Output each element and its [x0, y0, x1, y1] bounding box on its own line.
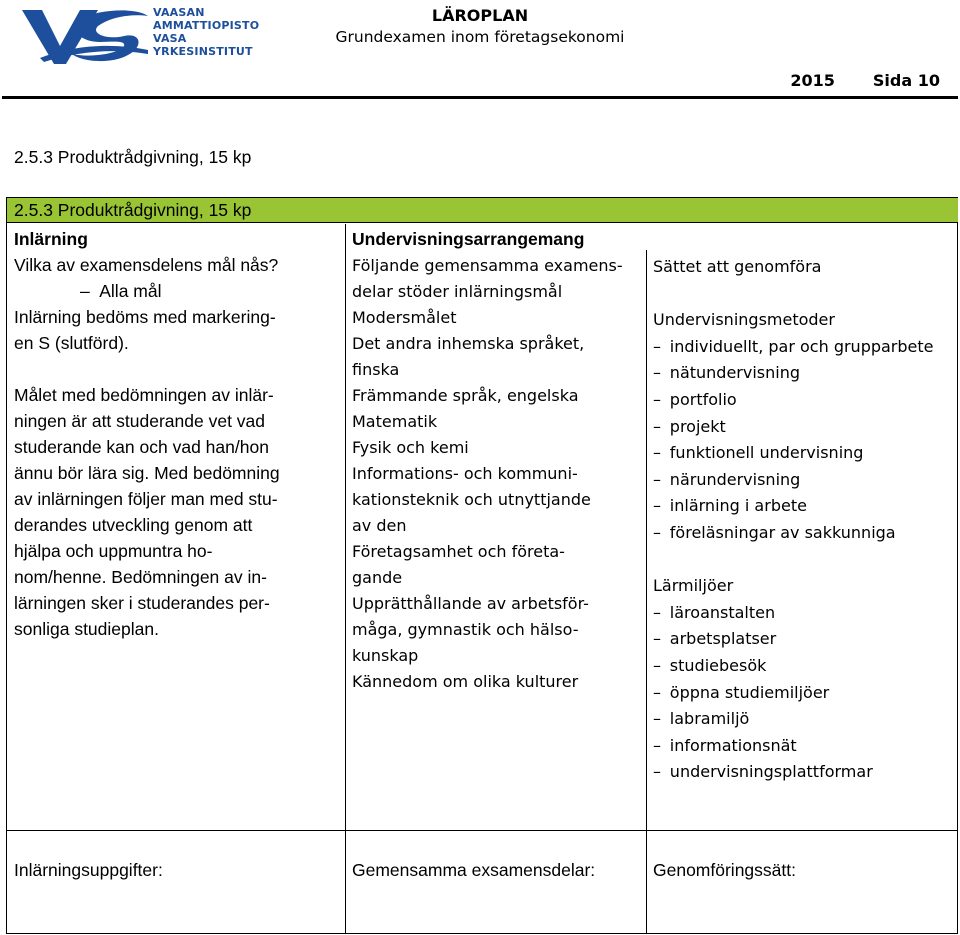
- curriculum-table: [6, 197, 958, 934]
- dash-bullet-icon: –: [653, 629, 661, 649]
- document-title: LÄROPLAN: [431, 6, 529, 25]
- method-item: [653, 493, 953, 520]
- col2-line: kunskap: [352, 646, 419, 665]
- col-header-inlarning: Inlärning: [14, 229, 88, 249]
- col1-line: av inlärningen följer man med stu-: [14, 489, 278, 509]
- method-item: [653, 467, 953, 494]
- environment-item: [653, 733, 953, 760]
- header-year: 2015: [790, 71, 835, 90]
- dash-bullet-icon: –: [653, 602, 661, 622]
- col1-line: ännu bör lära sig. Med bedömning: [14, 463, 280, 483]
- dash-bullet-icon: –: [653, 336, 661, 356]
- footer-inlarningsuppgifter: Inlärningsuppgifter:: [14, 860, 163, 880]
- col2-intro-line: delar stöder inlärningsmål: [352, 282, 563, 301]
- environment-item-text: informationsnät: [669, 735, 797, 755]
- dash-bullet-icon: –: [653, 443, 661, 463]
- page-number: Sida 10: [872, 71, 940, 90]
- col2-line: Modersmålet: [352, 308, 457, 327]
- method-item: [653, 387, 953, 414]
- method-item-text: projekt: [669, 416, 726, 436]
- dash-bullet-icon: –: [653, 682, 661, 702]
- logo-line-1: VAASAN AMMATTIOPISTO: [153, 6, 260, 32]
- environment-item-text: läroanstalten: [669, 602, 776, 622]
- dash-bullet-icon: –: [653, 735, 661, 755]
- col1-line: nom/henne. Bedömningen av in-: [14, 567, 267, 587]
- col2-line: finska: [352, 360, 400, 379]
- module-title-bar: [7, 198, 958, 223]
- col1-line: Inlärning bedöms med markering-: [14, 307, 276, 327]
- col2-line: kationsteknik och utnyttjande: [352, 490, 591, 509]
- method-item-text: funktionell undervisning: [669, 443, 864, 463]
- method-item-text: föreläsningar av sakkunniga: [669, 522, 896, 542]
- dash-bullet-icon: –: [653, 522, 661, 542]
- column-divider-2: [646, 250, 647, 934]
- document-subtitle: Grundexamen inom företagsekonomi: [335, 28, 625, 46]
- environment-item-text: labramiljö: [669, 709, 750, 729]
- col1-blank-line: [14, 356, 340, 382]
- column-divider-1: [345, 224, 346, 934]
- environment-item: [653, 759, 953, 786]
- col3-heading: Sättet att genomföra: [653, 257, 822, 276]
- method-item: [653, 440, 953, 467]
- method-item: [653, 360, 953, 387]
- dash-bullet-icon: –: [653, 469, 661, 489]
- col2-line: Företagsamhet och företa-: [352, 542, 565, 561]
- environment-item-text: undervisningsplattformar: [669, 762, 873, 782]
- col2-line: av den: [352, 516, 407, 535]
- environment-item-text: studiebesök: [669, 655, 767, 675]
- environment-item-text: arbetsplatser: [669, 629, 777, 649]
- col1-line: studerande kan och vad han/hon: [14, 437, 269, 457]
- footer-genomforingssatt: Genomföringssätt:: [653, 860, 796, 880]
- environment-item-text: öppna studiemiljöer: [669, 682, 830, 702]
- col2-line: gande: [352, 568, 403, 587]
- col3-body: [653, 254, 953, 786]
- environment-item: [653, 680, 953, 707]
- footer-gemensamma: Gemensamma exsamensdelar:: [352, 860, 596, 880]
- environment-item: [653, 600, 953, 627]
- header-divider: [2, 96, 958, 99]
- col1-line: derandes utveckling genom att: [14, 515, 253, 535]
- module-title: 2.5.3 Produktrådgivning, 15 kp: [14, 200, 252, 220]
- col3-blank-line: [653, 547, 953, 574]
- col1-line: Målet med bedömningen av inlär-: [14, 385, 274, 405]
- col2-line: Fysik och kemi: [352, 438, 469, 457]
- col2-body: [352, 253, 642, 695]
- col2-line: Matematik: [352, 412, 438, 431]
- dash-bullet-icon: –: [653, 416, 661, 436]
- dash-bullet-icon: –: [80, 281, 90, 301]
- col2-intro-line: Följande gemensamma examens-: [352, 256, 623, 275]
- col1-body: [14, 252, 340, 642]
- method-item: [653, 520, 953, 547]
- dash-bullet-icon: –: [653, 655, 661, 675]
- col2-line: Det andra inhemska språket,: [352, 334, 585, 353]
- dash-bullet-icon: –: [653, 709, 661, 729]
- col1-line: en S (slutförd).: [14, 333, 129, 353]
- col1-line: [14, 278, 340, 304]
- method-item: [653, 334, 943, 361]
- col2-line: Informations- och kommuni-: [352, 464, 578, 483]
- section-heading: 2.5.3 Produktrådgivning, 15 kp: [14, 147, 252, 167]
- environment-item: [653, 653, 953, 680]
- col1-line: sonliga studieplan.: [14, 619, 159, 639]
- dash-bullet-icon: –: [653, 389, 661, 409]
- method-item-text: inlärning i arbete: [669, 496, 807, 516]
- col2-line: Upprätthållande av arbetsför-: [352, 594, 589, 613]
- col1-bullet-text: Alla mål: [99, 281, 162, 301]
- method-item-text: närundervisning: [669, 469, 801, 489]
- col2-line: måga, gymnastik och hälso-: [352, 620, 579, 639]
- environments-title: Lärmiljöer: [653, 576, 734, 596]
- col-header-undervisning: Undervisningsarrangemang: [352, 229, 585, 249]
- col3-blank-line: [653, 281, 953, 308]
- dash-bullet-icon: –: [653, 363, 661, 383]
- method-item-text: portfolio: [669, 389, 737, 409]
- col2-line: Främmande språk, engelska: [352, 386, 579, 405]
- logo-line-2: VASA YRKESINSTITUT: [153, 32, 253, 58]
- dash-bullet-icon: –: [653, 762, 661, 782]
- col1-line: Vilka av examensdelens mål nås?: [14, 255, 279, 275]
- col1-line: hjälpa och uppmuntra ho-: [14, 541, 213, 561]
- col1-line: lärningen sker i studerandes per-: [14, 593, 270, 613]
- method-item-text: nätundervisning: [669, 363, 801, 383]
- method-item: [653, 414, 953, 441]
- footer-divider: [7, 830, 958, 831]
- col1-line: ningen är att studerande vet vad: [14, 411, 266, 431]
- col2-line: Kännedom om olika kulturer: [352, 672, 579, 691]
- environment-item: [653, 626, 953, 653]
- environment-item: [653, 706, 953, 733]
- header-year-page: [790, 70, 940, 92]
- method-item-text: individuellt, par och grupparbete: [669, 336, 934, 356]
- dash-bullet-icon: –: [653, 496, 661, 516]
- methods-title: Undervisningsmetoder: [653, 310, 835, 330]
